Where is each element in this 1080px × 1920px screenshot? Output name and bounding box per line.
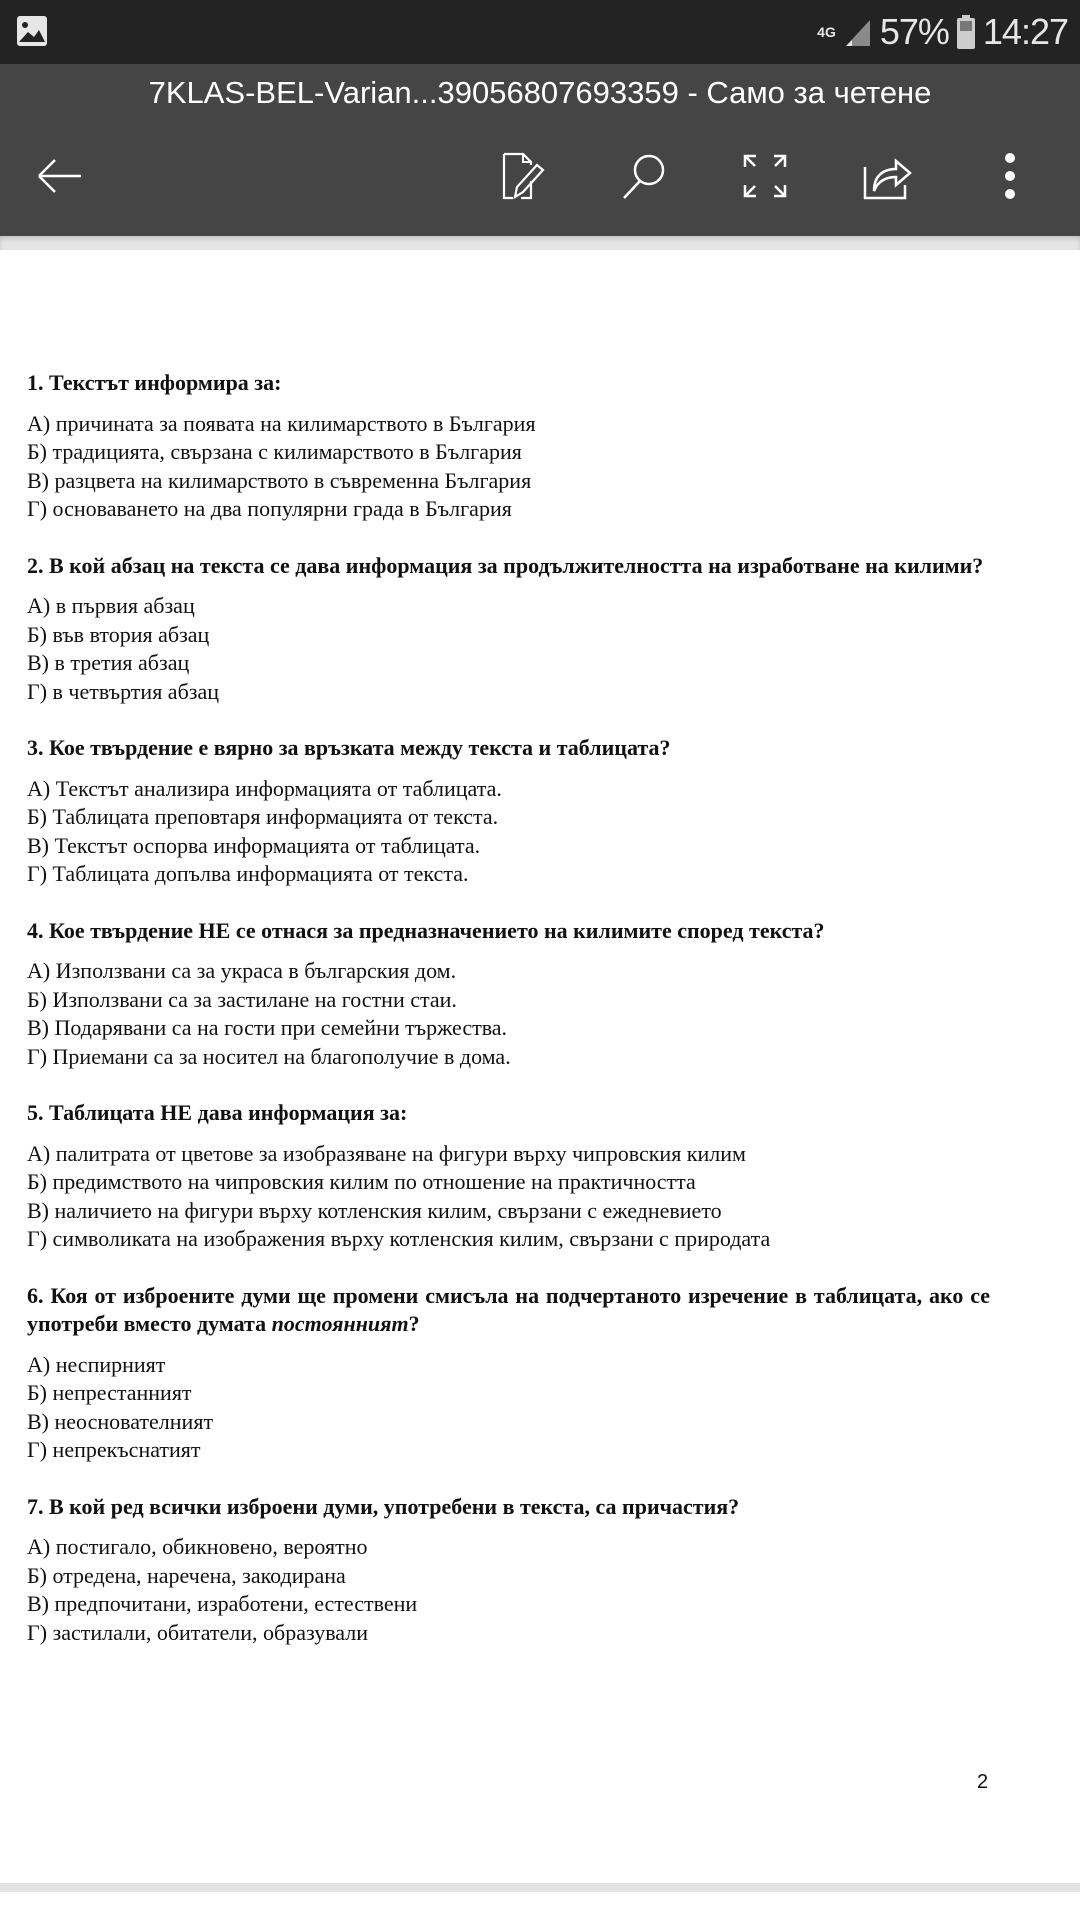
answer-option: Г) в четвъртия абзац <box>27 678 219 704</box>
question-2 <box>27 552 990 707</box>
question-heading: 1. Текстът информира за: <box>27 370 282 395</box>
answer-option: Г) основаването на два популярни града в България <box>27 496 512 521</box>
answer-option: А) Текстът анализира информацията от таблицата. <box>27 775 502 801</box>
answer-option: А) в първия абзац <box>27 593 195 618</box>
heading-italic-word: постоянният <box>271 1311 409 1336</box>
answer-option: А) палитрата от цветове за изобразяване на фигури върху чипровския килим <box>27 1140 746 1166</box>
question-heading: 5. Таблицата НЕ дава информация за: <box>27 1100 408 1125</box>
question-heading: 2. В кой абзац на текста се дава информация за продължителността на изработване на килими? <box>27 552 984 578</box>
answer-option: В) разцвета на килимарството в съвременна България <box>27 467 532 493</box>
fullscreen-button[interactable] <box>733 144 797 208</box>
page-separator <box>0 236 1080 250</box>
share-button[interactable] <box>855 144 919 208</box>
question-heading <box>27 1282 990 1339</box>
edit-button[interactable] <box>492 144 556 208</box>
answer-option: Б) Таблицата преповтаря информацията от текста. <box>27 804 499 829</box>
question-3 <box>27 734 990 889</box>
answer-option: Г) застилали, обитатели, образували <box>27 1619 369 1645</box>
edit-document-icon <box>499 151 549 201</box>
gallery-notification-icon <box>16 15 48 47</box>
status-bar <box>0 0 1080 64</box>
page-bottom-separator <box>0 1883 1080 1892</box>
question-6 <box>27 1282 990 1465</box>
search-button[interactable] <box>612 144 676 208</box>
answer-option: Г) непрекъснатият <box>27 1437 201 1462</box>
answer-option: Б) непрестанният <box>27 1380 192 1405</box>
question-5 <box>27 1099 990 1254</box>
expand-icon <box>742 153 788 199</box>
answer-option: Б) във втория абзац <box>27 621 210 647</box>
more-options-button[interactable] <box>978 144 1042 208</box>
answer-option: А) причината за появата на килимарството в България <box>27 410 536 436</box>
heading-text: 6. Коя от изброените думи ще промени смисъла на подчертаното изречение в таблицата, ако се употреби вместо думата <box>27 1282 990 1336</box>
network-type: 4G <box>817 23 836 40</box>
answer-option: Б) предимството на чипровския килим по отношение на практичността <box>27 1169 696 1194</box>
question-7 <box>27 1493 990 1648</box>
answer-option: В) неоснователният <box>27 1408 214 1434</box>
battery-percent: 57% <box>879 11 949 52</box>
document-title: 7KLAS-BEL-Varian...39056807693359 - Само за четене <box>148 75 932 110</box>
answer-option: Б) Използвани са за застилане на гостни стаи. <box>27 986 457 1012</box>
question-1 <box>27 369 990 524</box>
heading-end: ? <box>408 1311 420 1336</box>
question-heading: 4. Кое твърдение НЕ се отнася за предназначението на килимите според текста? <box>27 917 825 943</box>
question-4 <box>27 917 990 1072</box>
answer-option: В) предпочитани, изработени, естествени <box>27 1591 418 1616</box>
answer-option: А) Използвани са за украса в българския дом. <box>27 958 457 983</box>
answer-option: А) постигало, обикновено, вероятно <box>27 1534 368 1559</box>
answer-option: А) неспирният <box>27 1351 166 1377</box>
answer-option: Б) традицията, свързана с килимарството в България <box>27 439 522 464</box>
battery-icon <box>957 15 975 49</box>
answer-option: В) Текстът оспорва информацията от таблицата. <box>27 832 481 858</box>
page-number: 2 <box>977 1771 989 1793</box>
document-page <box>27 369 990 1675</box>
question-heading: 7. В кой ред всички изброени думи, употребени в текста, са причастия? <box>27 1493 740 1519</box>
back-button[interactable] <box>28 144 92 208</box>
answer-option: Г) символиката на изображения върху котленския килим, свързани с природата <box>27 1226 771 1251</box>
signal-icon <box>844 16 872 48</box>
question-heading: 3. Кое твърдение е вярно за връзката между текста и таблицата? <box>27 735 671 760</box>
answer-option: Г) Таблицата допълва информацията от текста. <box>27 861 469 886</box>
answer-option: Г) Приемани са за носител на благополучие в дома. <box>27 1043 511 1069</box>
answer-option: В) в третия абзац <box>27 650 190 675</box>
answer-option: В) Подарявани са на гости при семейни тържества. <box>27 1015 508 1040</box>
app-bar <box>0 64 1080 236</box>
clock: 14:27 <box>982 11 1068 52</box>
answer-option: В) наличието на фигури върху котленския килим, свързани с ежедневието <box>27 1197 722 1223</box>
answer-option: Б) отредена, наречена, закодирана <box>27 1562 346 1588</box>
back-arrow-icon <box>35 156 85 196</box>
share-icon <box>862 151 912 201</box>
more-vertical-icon <box>1004 153 1016 199</box>
search-icon <box>619 151 669 201</box>
